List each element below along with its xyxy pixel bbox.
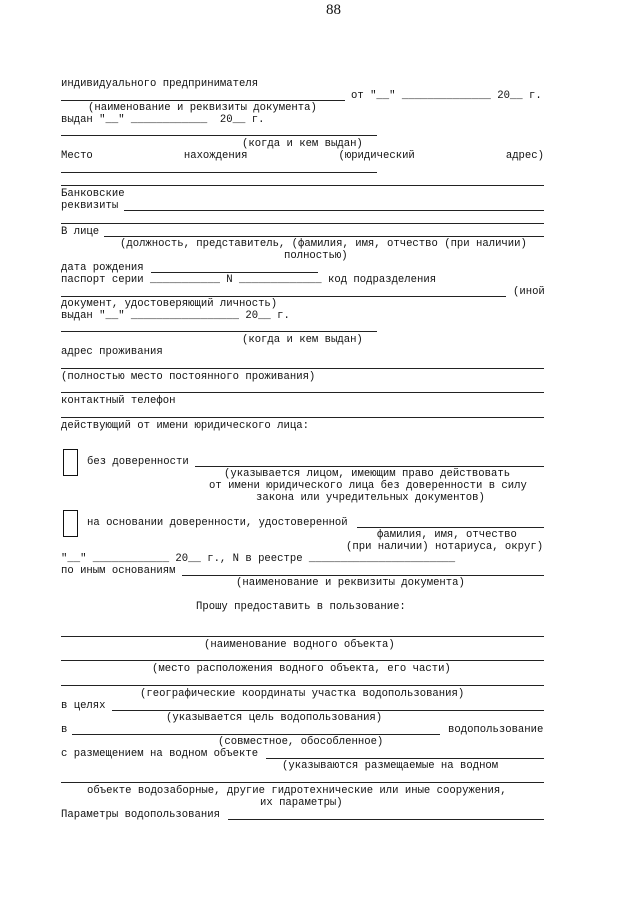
other-grounds-hint: (наименование и реквизиты документа) xyxy=(236,577,465,589)
water-object-hint: (наименование водного объекта) xyxy=(204,639,395,651)
issued-date-2: выдан "__" _________________ 20__ г. xyxy=(61,310,290,322)
blank-line xyxy=(112,710,544,711)
blank-line xyxy=(61,417,544,418)
blank-line xyxy=(61,135,377,136)
blank-line xyxy=(61,100,345,101)
bank-details-label-2: реквизиты xyxy=(61,200,119,212)
bank-details-label: Банковские xyxy=(61,188,125,200)
blank-line xyxy=(61,331,377,332)
document-name-hint: (наименование и реквизиты документа) xyxy=(88,102,317,114)
issued-by-hint: (когда и кем выдан) xyxy=(242,138,363,150)
entrepreneur-label: индивидуального предпринимателя xyxy=(61,78,259,90)
blank-line xyxy=(61,392,544,393)
placement-hint: их параметры) xyxy=(260,797,343,809)
blank-line xyxy=(61,685,544,686)
no-power-of-attorney-hint: закона или учредительных документов) xyxy=(256,492,485,504)
page-number: 88 xyxy=(326,2,341,18)
represented-by-label: В лице xyxy=(61,226,100,238)
coordinates-hint: (географические координаты участка водопользования) xyxy=(140,688,465,700)
blank-line xyxy=(61,223,544,224)
other-document-label-2: документ, удостоверяющий личность) xyxy=(61,298,278,310)
issued-date: выдан "__" ____________ 20__ г. xyxy=(61,114,265,126)
blank-line xyxy=(124,210,544,211)
blank-line xyxy=(61,660,544,661)
usage-in-label: в xyxy=(61,724,68,736)
request-heading: Прошу предоставить в пользование: xyxy=(196,601,406,613)
other-document-label: (иной xyxy=(513,286,545,298)
no-power-of-attorney-checkbox xyxy=(63,449,78,476)
blank-line xyxy=(61,782,544,783)
power-of-attorney-checkbox xyxy=(63,510,78,537)
blank-line xyxy=(266,758,544,759)
document-date: от "__" ______________ 20__ г. xyxy=(351,90,542,102)
representative-hint-2: полностью) xyxy=(284,250,348,262)
placement-label: с размещением на водном объекте xyxy=(61,748,259,760)
blank-line xyxy=(182,575,544,576)
blank-line xyxy=(72,734,440,735)
purpose-hint: (указывается цель водопользования) xyxy=(166,712,383,724)
blank-line xyxy=(228,819,544,820)
power-of-attorney-hint: фамилия, имя, отчество xyxy=(377,529,517,541)
representative-hint: (должность, представитель, (фамилия, имя, отчество (при наличии) xyxy=(120,238,527,250)
blank-line xyxy=(151,272,318,273)
no-power-of-attorney-label: без доверенности xyxy=(87,456,189,468)
address-hint: (полностью место постоянного проживания) xyxy=(61,371,316,383)
no-power-of-attorney-hint: (указывается лицом, имеющим право действовать xyxy=(224,468,511,480)
address-label: адрес проживания xyxy=(61,346,163,358)
purpose-label: в целях xyxy=(61,700,106,712)
placement-hint: (указываются размещаемые на водном xyxy=(282,760,499,772)
acting-label: действующий от имени юридического лица: xyxy=(61,420,309,432)
registry-line: "__" ____________ 20__ г., N в реестре _______________________ xyxy=(61,553,456,565)
issued-by-hint-2: (когда и кем выдан) xyxy=(242,334,363,346)
blank-line xyxy=(104,236,544,237)
power-of-attorney-label: на основании доверенности, удостоверенной xyxy=(87,517,348,529)
no-power-of-attorney-hint: от имени юридического лица без доверенности в силу xyxy=(209,480,527,492)
power-of-attorney-hint: (при наличии) нотариуса, округ) xyxy=(346,541,544,553)
placement-hint: объекте водозаборные, другие гидротехнические или иные сооружения, xyxy=(87,785,507,797)
blank-line xyxy=(61,296,506,297)
location-label: Место нахождения (юридический адрес) xyxy=(61,150,544,162)
water-object-location-hint: (место расположения водного объекта, его части) xyxy=(152,663,451,675)
blank-line xyxy=(61,172,377,173)
blank-line xyxy=(61,185,544,186)
blank-line xyxy=(195,466,544,467)
birth-date-label: дата рождения xyxy=(61,262,144,274)
usage-hint: (совместное, обособленное) xyxy=(218,736,384,748)
blank-line xyxy=(61,368,544,369)
blank-line xyxy=(61,636,544,637)
blank-line xyxy=(357,527,544,528)
phone-label: контактный телефон xyxy=(61,395,176,407)
usage-label: водопользование xyxy=(448,724,544,736)
other-grounds-label: по иным основаниям xyxy=(61,565,176,577)
usage-parameters-label: Параметры водопользования xyxy=(61,809,220,821)
passport-line: паспорт серии ___________ N _____________ код подразделения xyxy=(61,274,437,286)
